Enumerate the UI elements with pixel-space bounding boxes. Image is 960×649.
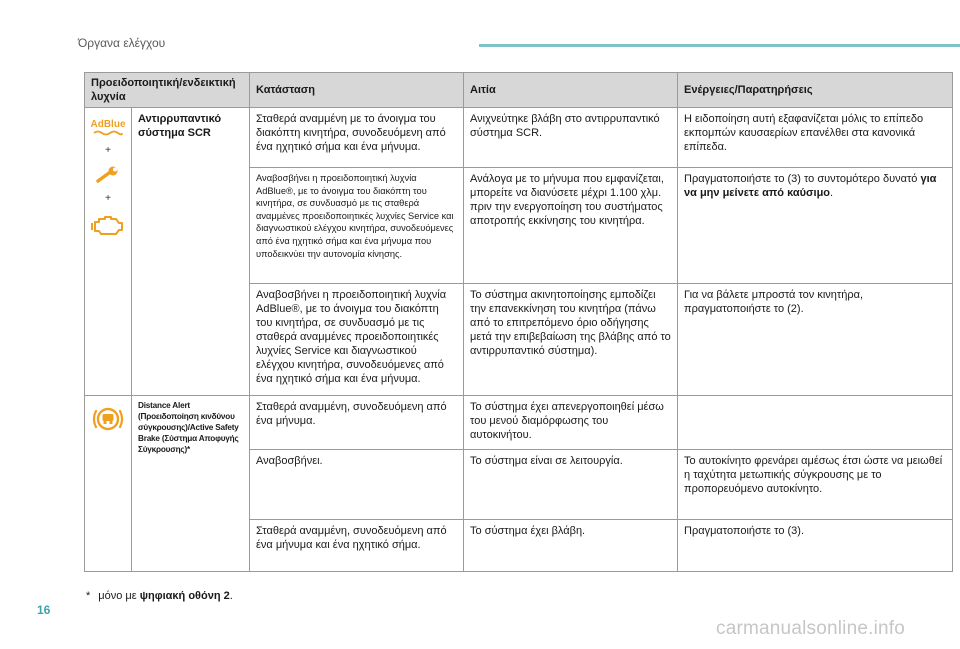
asb-cause-1: Το σύστημα έχει απενεργοποιηθεί μέσω του μενού διαμόρφωσης του αυτοκινήτου.	[464, 396, 678, 450]
watermark: carmanualsonline.info	[716, 618, 906, 639]
scr-action-2-end: .	[830, 187, 834, 199]
column-header-action: Ενέργειες/Παρατηρήσεις	[678, 73, 953, 108]
scr-state-3: Αναβοσβήνει η προειδοποιητική λυχνία AdBlue®, με το άνοιγμα του διακόπτη του κινητήρα, σε συνδυασμό με τις σταθερά αναμμένες προειδοποιητικές λυχνίες Service και διαγνωστικού ελέγχου κινητήρα, συνοδευόμενες από ένα ηχητικό σήμα και ένα μήνυμα.	[250, 284, 464, 396]
safety-brake-icon-cell	[85, 396, 132, 572]
active-safety-brake-icon	[91, 404, 125, 434]
scr-action-3: Για να βάλετε μπροστά τον κινητήρα, πραγματοποιήστε το (2).	[678, 284, 953, 396]
footnote-bold: ψηφιακή οθόνη 2	[139, 590, 230, 602]
header-accent-bar	[479, 44, 960, 47]
scr-action-2-bold: για να μην μείνετε από καύσιμο	[684, 173, 937, 199]
column-header-state: Κατάσταση	[250, 73, 464, 108]
scr-state-1: Σταθερά αναμμένη με το άνοιγμα του διακόπτη κινητήρα, συνοδευόμενη από ένα ηχητικό σήμα και ένα μήνυμα.	[250, 108, 464, 168]
footnote-text: μόνο με	[98, 590, 140, 602]
asb-cause-2: Το σύστημα είναι σε λειτουργία.	[464, 450, 678, 520]
asb-cause-3: Το σύστημα έχει βλάβη.	[464, 520, 678, 572]
table-header-row	[85, 73, 953, 108]
footnote-star: *	[86, 590, 91, 602]
page-number: 16	[37, 603, 51, 617]
plus-sign: +	[105, 145, 111, 156]
scr-system-name: Αντιρρυπαντικό σύστημα SCR	[132, 108, 250, 396]
adblue-icon	[91, 116, 125, 138]
table-row	[85, 108, 953, 168]
table-row	[85, 396, 953, 450]
asb-action-1	[678, 396, 953, 450]
warning-lamps-table	[84, 72, 953, 572]
asb-action-2: Το αυτοκίνητο φρενάρει αμέσως έτσι ώστε να μειωθεί η ταχύτητα μετωπικής σύγκρουσης με το προπορευόμενο αυτοκίνητο.	[678, 450, 953, 520]
scr-state-2: Αναβοσβήνει η προειδοποιητική λυχνία AdBlue®, με το άνοιγμα του διακόπτη του κινητήρα, σε συνδυασμό με τις σταθερά αναμμένες προειδοποιητικές λυχνίες Service και διαγνωστικού ελέγχου κινητήρα, συνοδευόμενες από ένα ηχητικό σήμα και ένα μήνυμα που υποδεικνύει την αυτονομία κίνησης.	[250, 168, 464, 284]
asb-state-2: Αναβοσβήνει.	[250, 450, 464, 520]
engine-check-icon	[91, 214, 125, 236]
asb-state-3: Σταθερά αναμμένη, συνοδευόμενη από ένα μήνυμα και ένα ηχητικό σήμα.	[250, 520, 464, 572]
scr-cause-1: Ανιχνεύτηκε βλάβη στο αντιρρυπαντικό σύστημα SCR.	[464, 108, 678, 168]
footnote	[86, 590, 233, 602]
scr-action-1: Η ειδοποίηση αυτή εξαφανίζεται μόλις το επίπεδο εκπομπών καυσαερίων επανέλθει στα κανονικά επίπεδα.	[678, 108, 953, 168]
column-header-lamp: Προειδοποιητική/ενδεικτική λυχνία	[85, 73, 250, 108]
plus-sign: +	[105, 193, 111, 204]
scr-action-2	[678, 168, 953, 284]
asb-state-1: Σταθερά αναμμένη, συνοδευόμενη από ένα μήνυμα.	[250, 396, 464, 450]
adblue-icon-text: AdBlue	[91, 119, 125, 130]
column-header-cause: Αιτία	[464, 73, 678, 108]
scr-icons-cell	[85, 108, 132, 396]
scr-cause-2: Ανάλογα με το μήνυμα που εμφανίζεται, μπορείτε να διανύσετε μέχρι 1.100 χλμ. πριν την ενεργοποίηση του συστήματος αποτροπής εκκίνησης του κινητήρα.	[464, 168, 678, 284]
wrench-service-icon	[94, 166, 122, 186]
footnote-end: .	[229, 590, 233, 602]
section-title: Όργανα ελέγχου	[78, 36, 166, 50]
safety-brake-system-name: Distance Alert (Προειδοποίηση κινδύνου σύγκρουσης)/Active Safety Brake (Σύστημα Αποφυγής Σύγκρουσης)*	[132, 396, 250, 572]
scr-action-2-text: Πραγματοποιήστε το (3) το συντομότερο δυνατό	[684, 173, 921, 185]
asb-action-3: Πραγματοποιήστε το (3).	[678, 520, 953, 572]
scr-cause-3: Το σύστημα ακινητοποίησης εμποδίζει την επανεκκίνηση του κινητήρα (πάνω από το επιτρεπόμενο όριο οδήγησης μετά την επιβεβαίωση της βλάβης από το αντιρρυπαντικό σύστημα).	[464, 284, 678, 396]
